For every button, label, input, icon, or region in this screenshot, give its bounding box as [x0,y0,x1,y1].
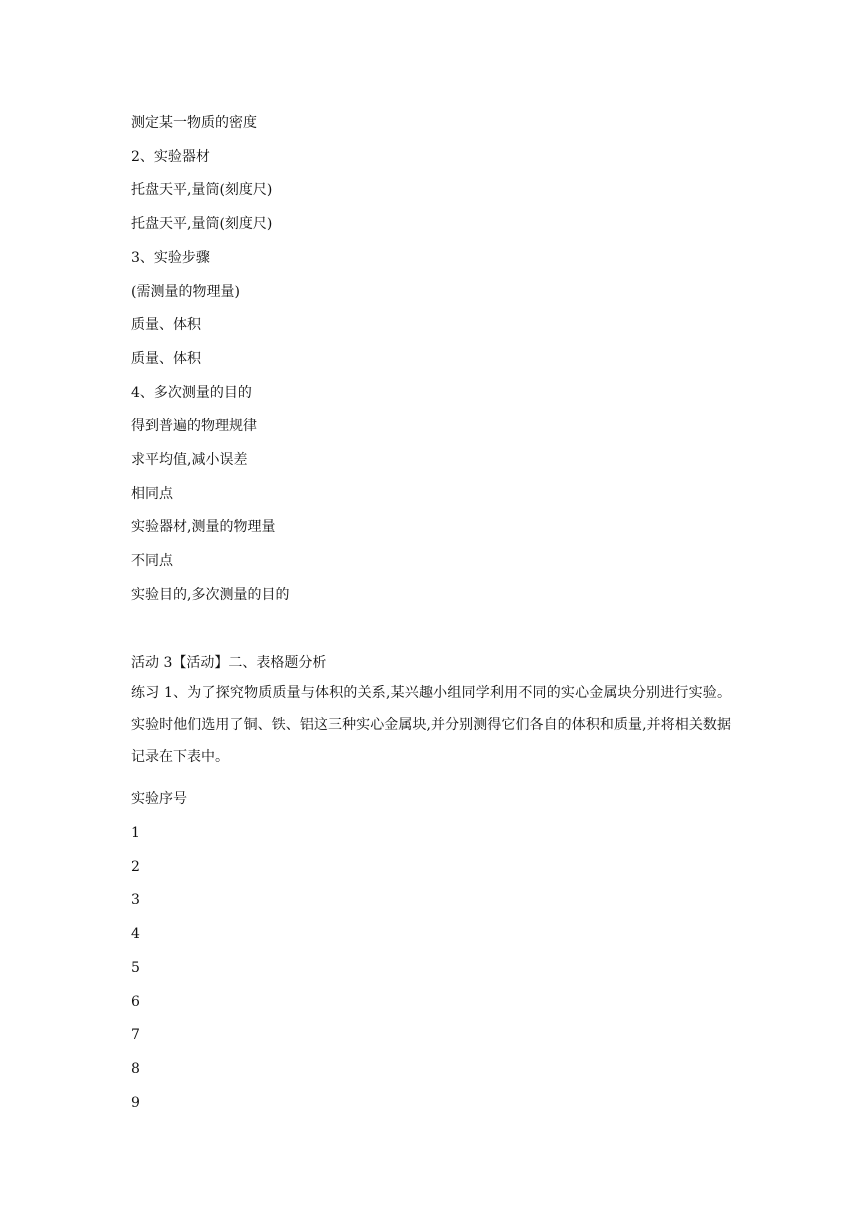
text-line: 4、多次测量的目的 [131,385,252,401]
text-line: 2、实验器材 [131,149,210,165]
table-row-number: 7 [131,1027,140,1043]
table-row-number: 1 [131,825,140,841]
activity-heading: 活动 3【活动】二、表格题分析 [131,655,327,671]
table-row-number: 4 [131,926,140,942]
text-line: 测定某一物质的密度 [131,115,257,131]
text-line: 托盘天平,量筒(刻度尺) [131,216,273,232]
text-line: 质量、体积 [131,317,201,333]
text-line: (需测量的物理量) [131,284,240,300]
table-row-number: 5 [131,960,140,976]
text-line: 求平均值,减小误差 [131,452,248,468]
text-line: 3、实验步骤 [131,250,210,266]
table-column-header: 实验序号 [131,791,187,807]
text-line: 得到普遍的物理规律 [131,418,257,434]
table-row-number: 6 [131,994,140,1010]
text-line: 实验目的,多次测量的目的 [131,587,290,603]
table-row-number: 8 [131,1061,140,1077]
table-row-number: 3 [131,892,140,908]
text-line: 质量、体积 [131,351,201,367]
text-line: 实验器材,测量的物理量 [131,519,276,535]
table-row-number: 9 [131,1095,140,1111]
text-line: 托盘天平,量筒(刻度尺) [131,182,273,198]
table-row-number: 2 [131,859,140,875]
exercise-paragraph: 练习 1、为了探究物质质量与体积的关系,某兴趣小组同学利用不同的实心金属块分别进行实验。实验时他们选用了铜、铁、铝这三种实心金属块,并分别测得它们各自的体积和质量,并将相关数据记录在下表中。 [131,685,731,765]
text-line: 不同点 [131,553,173,569]
text-line: 相同点 [131,486,173,502]
